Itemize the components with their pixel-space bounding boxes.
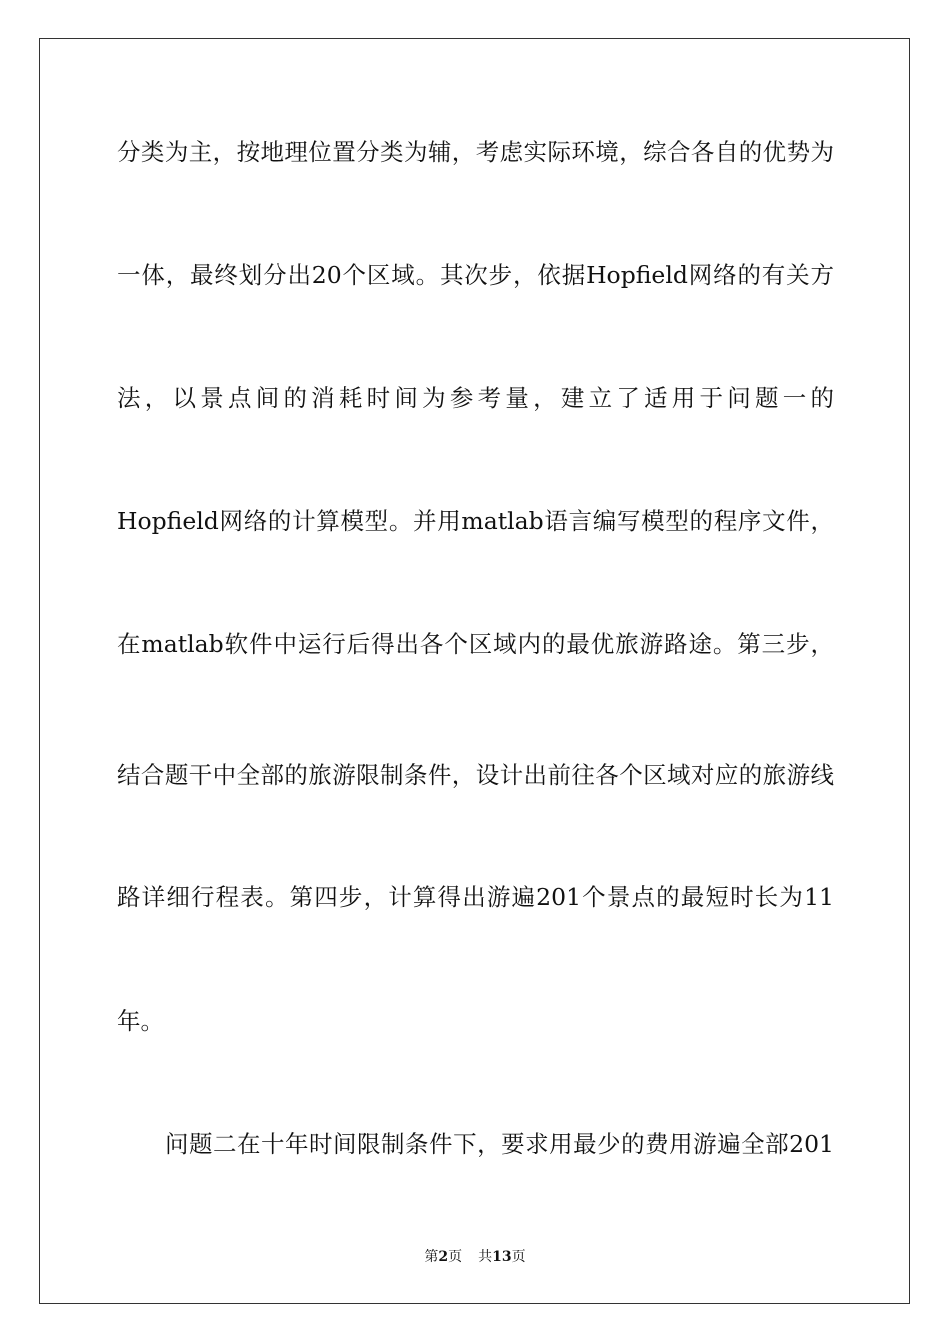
text-line-2: 一体，最终划分出20个区域。其次步，依据Hopfield网络的有关方 <box>117 261 834 289</box>
text-line-1: 分类为主，按地理位置分类为辅，考虑实际环境，综合各自的优势为 <box>117 138 834 166</box>
page-border <box>39 38 910 1304</box>
text-line-7: 路详细行程表。第四步，计算得出游遍201个景点的最短时长为11 <box>117 883 834 911</box>
text-line-3: 法，以景点间的消耗时间为参考量，建立了适用于问题一的 <box>117 384 834 412</box>
text-line-5: 在matlab软件中运行后得出各个区域内的最优旅游路途。第三步， <box>117 630 834 658</box>
page-prefix: 第 <box>424 1249 439 1265</box>
text-line-9: 问题二在十年时间限制条件下，要求用最少的费用游遍全部201 <box>165 1130 834 1158</box>
current-page-number: 2 <box>438 1249 449 1265</box>
page-footer <box>0 1246 950 1266</box>
page-suffix: 页 <box>448 1249 463 1265</box>
total-suffix: 页 <box>511 1249 526 1265</box>
text-line-4: Hopfield网络的计算模型。并用matlab语言编写模型的程序文件， <box>117 507 834 535</box>
text-line-6: 结合题干中全部的旅游限制条件，设计出前往各个区域对应的旅游线 <box>117 761 834 789</box>
total-page-count: 13 <box>492 1249 512 1265</box>
total-prefix: 共 <box>478 1249 493 1265</box>
text-line-8: 年。 <box>117 1007 164 1035</box>
